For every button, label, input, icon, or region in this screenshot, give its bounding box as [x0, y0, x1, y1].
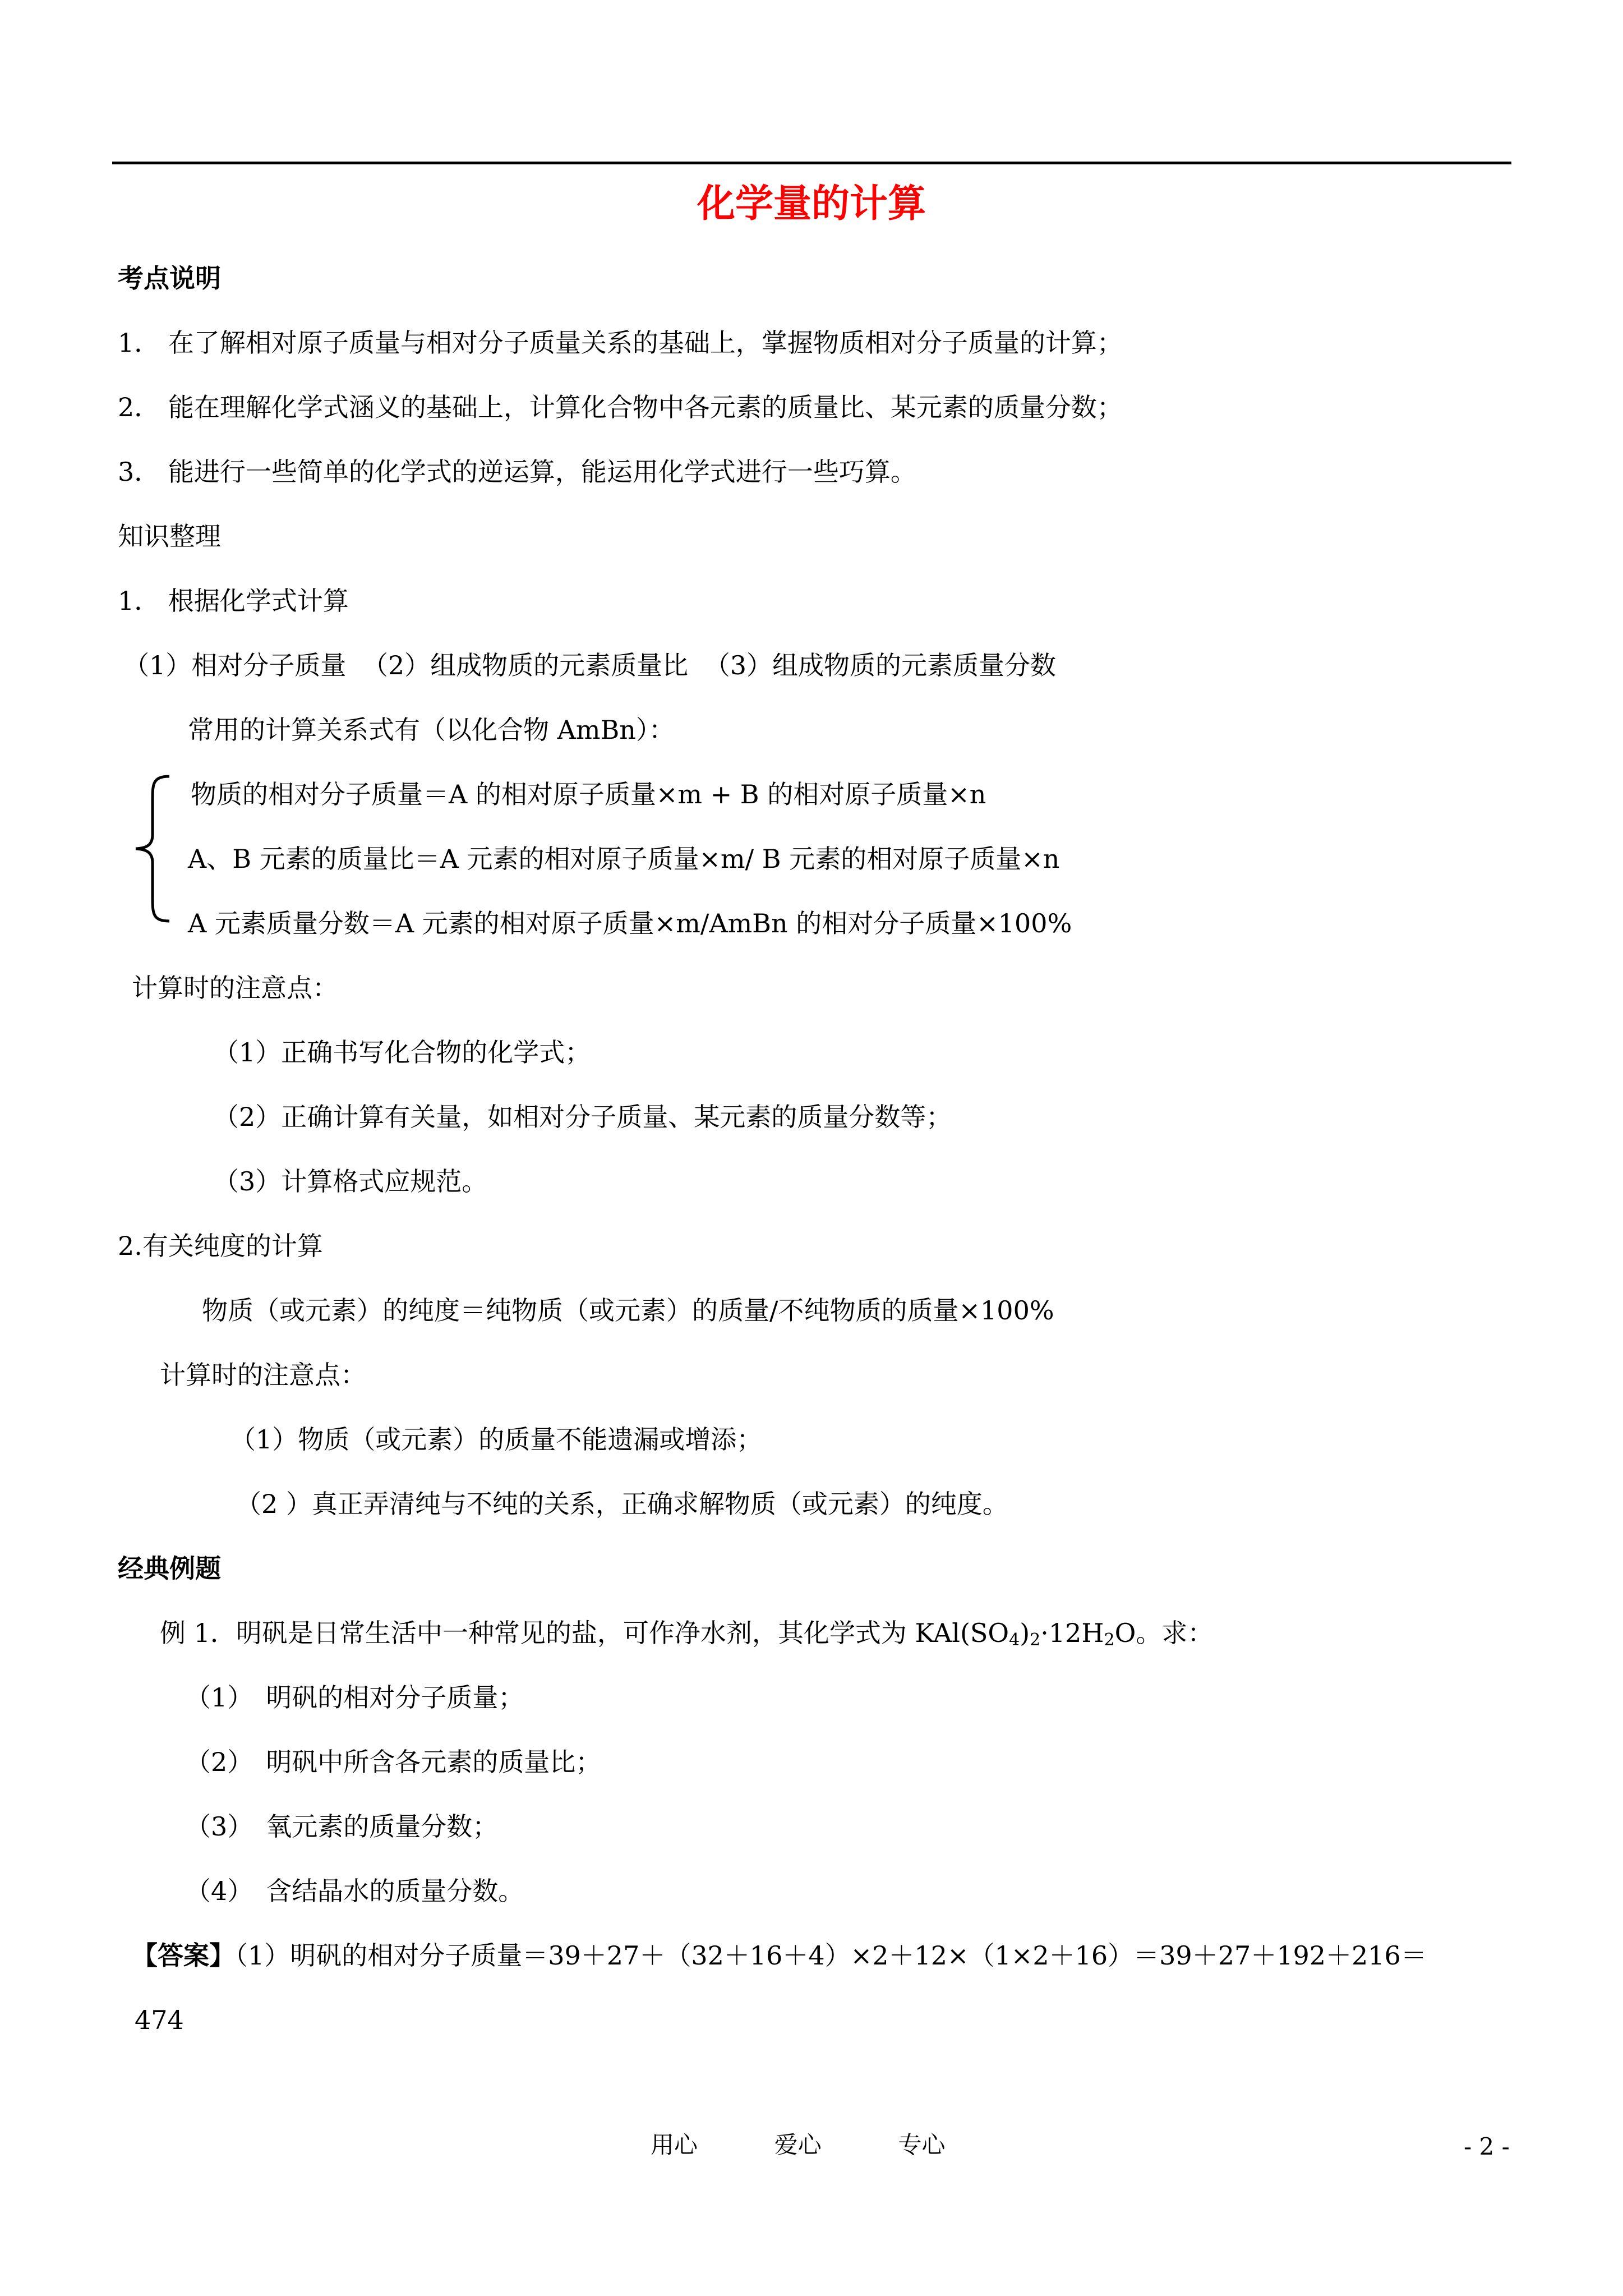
formula-intro: 常用的计算关系式有（以化合物 AmBn）： [188, 715, 675, 745]
section-heading-knowledge: 知识整理 [118, 521, 221, 551]
page-number: - 2 - [1464, 2133, 1510, 2160]
knowledge-sub2-title: 2.有关纯度的计算 [118, 1231, 323, 1261]
notes2-title: 计算时的注意点： [160, 1360, 366, 1390]
answer-line-2: 474 [135, 2005, 184, 2035]
question-3: （3） 氧元素的质量分数； [185, 1811, 499, 1842]
purity-formula: 物质（或元素）的纯度＝纯物质（或元素）的质量/不纯物质的质量×100% [202, 1295, 1054, 1326]
notes1-item-1: （1）正确书写化合物的化学式； [213, 1037, 591, 1068]
header-rule [112, 162, 1511, 164]
example-1-sub-a: 4 [1009, 1630, 1020, 1650]
page-title: 化学量的计算 [697, 182, 926, 226]
example-1-mid2: ·12H [1040, 1618, 1104, 1648]
footer-motto-2: 爱心 [774, 2131, 822, 2159]
notes2-item-1: （1）物质（或元素）的质量不能遗漏或增添； [230, 1424, 763, 1455]
formula-mass-ratio: A、B 元素的质量比＝A 元素的相对原子质量×m/ B 元素的相对原子质量×n [188, 844, 1060, 874]
exam-item-2: 2． 能在理解化学式涵义的基础上，计算化合物中各元素的质量比、某元素的质量分数； [118, 392, 1123, 422]
example-1-prefix: 例 1．明矾是日常生活中一种常见的盐，可作净水剂，其化学式为 KAl(SO [160, 1618, 1009, 1648]
section-heading-exam: 考点说明 [118, 263, 221, 293]
question-1: （1） 明矾的相对分子质量； [185, 1682, 524, 1713]
notes2-item-2: （2 ）真正弄清纯与不纯的关系，正确求解物质（或元素）的纯度。 [236, 1489, 1008, 1519]
exam-item-1: 1． 在了解相对原子质量与相对分子质量关系的基础上，掌握物质相对分子质量的计算； [118, 328, 1123, 358]
example-1-sub-b: 2 [1030, 1630, 1041, 1650]
example-1-sub-c: 2 [1104, 1630, 1115, 1650]
question-4: （4） 含结晶水的质量分数。 [185, 1876, 524, 1906]
question-2: （2） 明矾中所含各元素的质量比； [185, 1747, 602, 1777]
example-1-mid: ) [1020, 1618, 1030, 1648]
formula-mass-fraction: A 元素质量分数＝A 元素的相对原子质量×m/AmBn 的相对分子质量×100% [188, 908, 1072, 938]
example-1-suffix: O。求： [1114, 1618, 1214, 1648]
left-brace-icon [130, 773, 181, 924]
notes1-title: 计算时的注意点： [132, 973, 338, 1003]
footer-motto-3: 专心 [898, 2131, 946, 2159]
notes1-item-3: （3）计算格式应规范。 [213, 1166, 488, 1197]
answer-label: 【答案】 [132, 1940, 235, 1971]
answer-text-1: （1）明矾的相对分子质量＝39＋27＋（32＋16＋4）×2＋12×（1×2＋16）＝39＋27＋192＋216＝ [235, 1940, 1427, 1971]
footer-motto-1: 用心 [651, 2131, 698, 2159]
section-heading-examples: 经典例题 [118, 1553, 221, 1584]
formula-molecular-mass: 物质的相对分子质量＝A 的相对原子质量×m + B 的相对原子质量×n [191, 779, 986, 809]
knowledge-sub1-title: 1． 根据化学式计算 [118, 586, 349, 616]
exam-item-3: 3． 能进行一些简单的化学式的逆运算，能运用化学式进行一些巧算。 [118, 457, 916, 487]
footer-motto [651, 2133, 945, 2157]
example-1-statement [160, 1618, 1214, 1650]
notes1-item-2: （2）正确计算有关量，如相对分子质量、某元素的质量分数等； [213, 1102, 952, 1132]
knowledge-sub1-items: （1）相对分子质量 （2）组成物质的元素质量比 （3）组成物质的元素质量分数 [123, 650, 1057, 680]
answer-line-1 [132, 1940, 1427, 1971]
